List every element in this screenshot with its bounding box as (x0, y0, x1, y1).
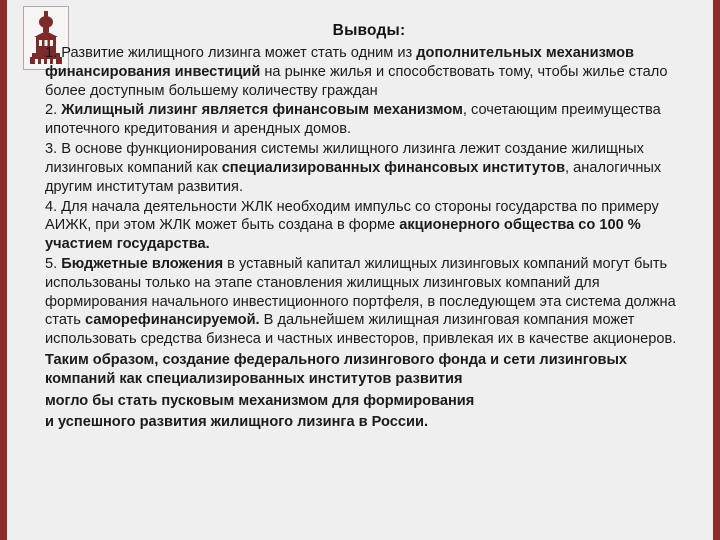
body-text: 2. (45, 102, 62, 119)
conclusions-list (45, 44, 693, 349)
body-text: на рынке жилья и способствовать тому, чтобы жилье стало более доступным большему количеству граждан (45, 63, 668, 99)
body-text: 5. (45, 255, 62, 272)
conclusion-item (45, 101, 693, 139)
conclusion-item (45, 140, 693, 196)
conclusion-item (45, 44, 693, 100)
closing-line (45, 351, 693, 389)
slide-content (45, 22, 693, 435)
body-text: , аналогичных другим институтам развития. (45, 159, 662, 195)
emphasis-text: дополнительных механизмов финансирования инвестиций (45, 45, 634, 80)
emphasis-text: Таким образом, создание федерального лизингового фонда и сети лизинговых компаний как специализированных институтов развития (45, 352, 628, 387)
emphasis-text: саморефинансируемой. (84, 312, 260, 329)
body-text: 1. Развитие жилищного лизинга может стать одним из (45, 45, 417, 61)
closing-line (45, 392, 693, 411)
body-text: В дальнейшем жилищная лизинговая компания может использовать средства бизнеса и частных инвесторов, привлекая их в качестве акционеров. (45, 312, 677, 348)
emphasis-text: и успешного развития жилищного лизинга в России. (45, 414, 429, 431)
emphasis-text: акционерного общества со 100 % участием государства. (45, 217, 641, 253)
conclusion-item (45, 198, 693, 254)
emphasis-text: Жилищный лизинг является финансовым механизмом (61, 102, 463, 119)
emphasis-text: специализированных финансовых институтов (221, 159, 566, 176)
emphasis-text: Бюджетные вложения (61, 255, 224, 272)
emphasis-text: могло бы стать пусковым механизмом для формирования (45, 392, 475, 409)
closing-line (45, 413, 693, 432)
body-text: в уставный капитал жилищных лизинговых компаний могут быть использованы только на этапе становления жилищных лизинговых компаний для формирования начального инвестиционного портфеля, в последующем эта система должна стать (45, 255, 676, 329)
body-text: 3. В основе функционирования системы жилищного лизинга лежит создание жилищных лизинговых компаний как (45, 141, 644, 176)
conclusion-item (45, 255, 693, 349)
closing-statement (45, 351, 693, 432)
body-text: 4. Для начала деятельности ЖЛК необходим импульс со стороны государства по примеру АИЖК, при этом ЖЛК может быть создана в форме (45, 198, 659, 234)
body-text: , сочетающим преимущества ипотечного кредитования и арендных домов. (45, 102, 661, 138)
page-title: Выводы: (332, 22, 406, 39)
